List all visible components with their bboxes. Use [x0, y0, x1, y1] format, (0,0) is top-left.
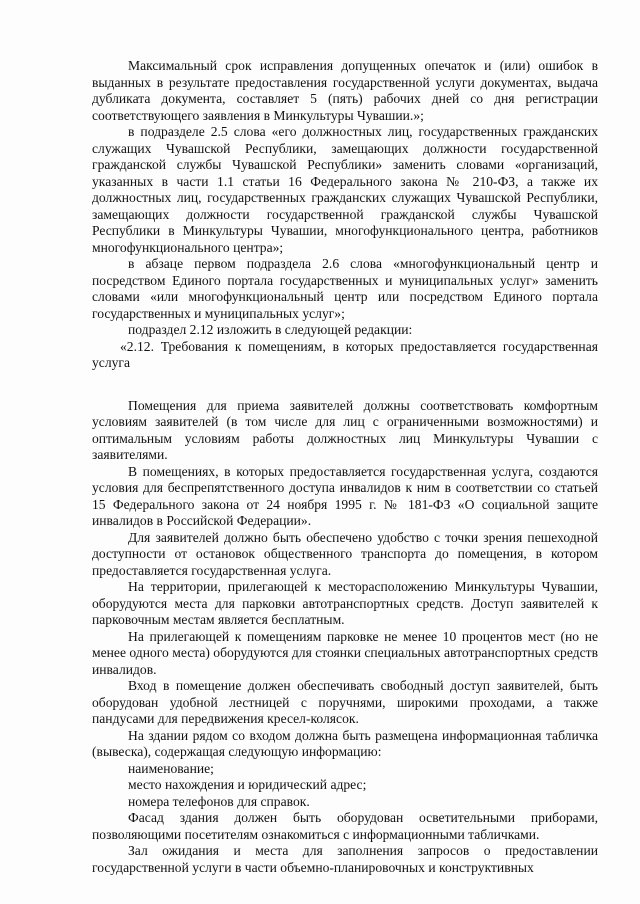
paragraph-waiting-hall: Зал ожидания и места для заполнения запросов о предоставлении государственной услуги в части объемно-планировочных и конструктивных — [92, 843, 598, 875]
paragraph-parking: На территории, прилегающей к месторасположению Минкультуры Чувашии, оборудуются места для парковки автотранспортных средств. Доступ заявителей к парковочным местам является бесплатным. — [92, 579, 598, 627]
list-item-phones: номера телефонов для справок. — [128, 793, 310, 809]
paragraph-pedestrian-access: Для заявителей должно быть обеспечено удобство с точки зрения пешеходной доступности от остановок общественного транспорта до помещения, в котором предоставляется государственная услуга. — [92, 529, 598, 578]
paragraph-correction-term: Максимальный срок исправления допущенных опечаток и (или) ошибок в выданных в результате предоставления государственной услуги документах, выдача дубликата документа, составляет 5 (пять) рабочих дней со дня регистрации соответствующего заявления в Минкультуры Чувашии.»; — [92, 58, 598, 123]
paragraph-disabled-parking: На прилегающей к помещениям парковке не менее 10 процентов мест (но не менее одного места) оборудуются для стоянки специальных автотранспортных средств инвалидов. — [92, 628, 598, 677]
paragraph-disabled-access: В помещениях, в которых предоставляется государственная услуга, создаются условия для беспрепятственного доступа инвалидов к ним в соответствии со статьей 15 Федерального закона от 24 ноября 1995 г. № 181-ФЗ «О социальной защите инвалидов в Российской Федерации». — [92, 463, 598, 528]
list-item-address: место нахождения и юридический адрес; — [128, 777, 367, 792]
document-body — [92, 58, 598, 876]
paragraph-subsection-2-12-intro: подраздел 2.12 изложить в следующей редакции: — [128, 322, 413, 337]
paragraph-premises-requirements: Помещения для приема заявителей должны соответствовать комфортным условиям заявителей (в том числе для лиц с ограниченными возможностями) и оптимальным условиям работы должностных лиц Минкультуры Чувашии с заявителями. — [92, 397, 598, 462]
section-gap — [92, 372, 598, 398]
paragraph-subsection-2-5: в подразделе 2.5 слова «его должностных лиц, государственных гражданских служащих Чувашской Республики, замещающих должности государственной гражданской службы Чувашской Республики» заменить словами «организаций, указанных в части 1.1 статьи 16 Федерального закона № 210-ФЗ, а также их должностных лиц, государственных гражданских служащих Чувашской Республики, замещающих должности государственной гражданской службы Чувашской Республики в Минкультуры Чувашии, многофункционального центра, работников многофункционального центра»; — [92, 124, 598, 255]
paragraph-facade: Фасад здания должен быть оборудован осветительными приборами, позволяющими посетителям ознакомиться с информационными табличками. — [92, 810, 598, 842]
list-item-name: наименование; — [128, 760, 214, 776]
paragraph-entrance: Вход в помещение должен обеспечивать свободный доступ заявителей, быть оборудован удобной лестницей с поручнями, широкими проходами, а также пандусами для передвижения кресел-колясок. — [92, 678, 598, 726]
section-heading-2-12: «2.12. Требования к помещениям, в которых предоставляется государственная услуга — [92, 338, 598, 370]
paragraph-subsection-2-6: в абзаце первом подраздела 2.6 слова «многофункциональный центр и посредством Единого портала государственных и муниципальных услуг» заменить словами «или многофункциональный центр или посредством Единого портала государственных и муниципальных услуг»; — [92, 256, 598, 321]
paragraph-signboard: На здании рядом со входом должна быть размещена информационная табличка (вывеска), содержащая следующую информацию: — [92, 727, 598, 759]
